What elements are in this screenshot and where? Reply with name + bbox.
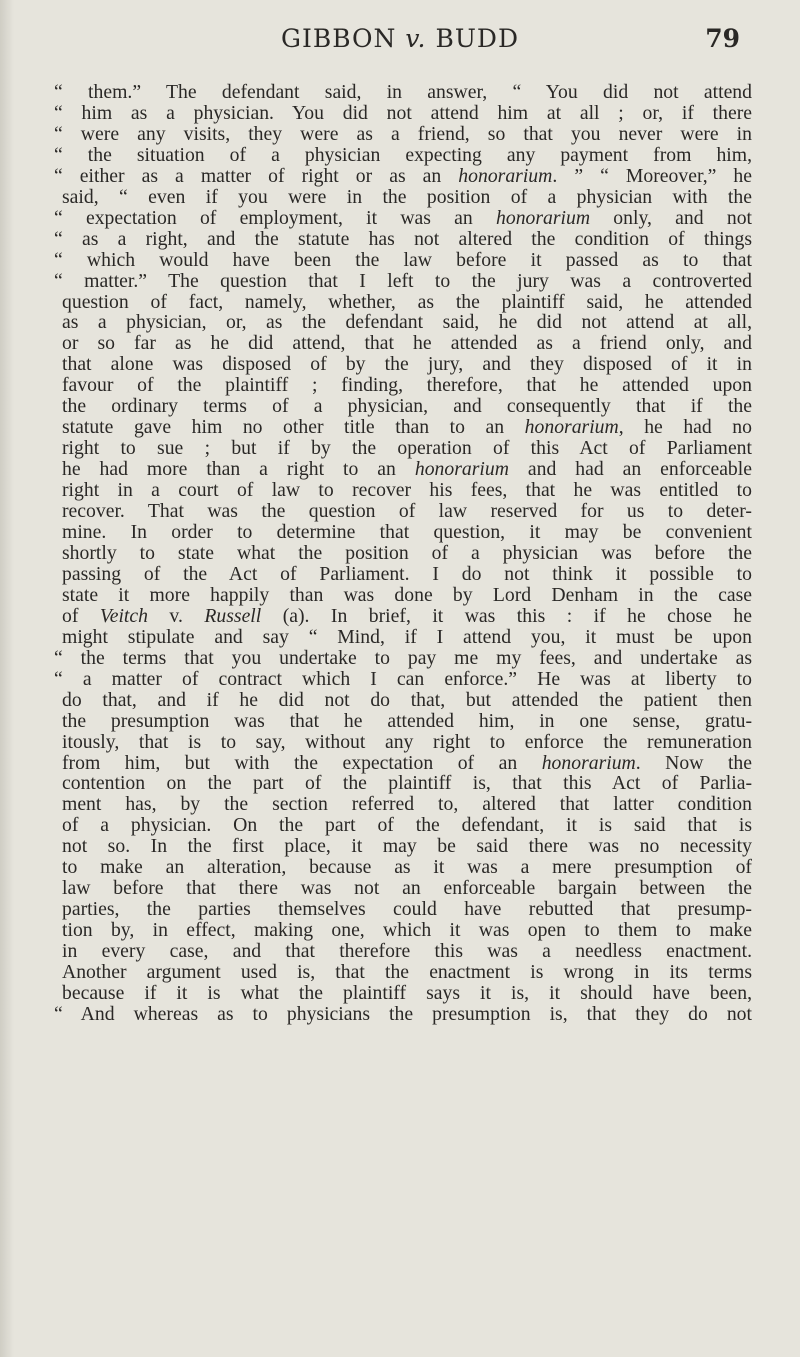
text-line: contention on the part of the plaintiff is, that this Act of Parlia- bbox=[62, 772, 752, 795]
text-line: parties, the parties themselves could have rebutted that presump- bbox=[62, 898, 752, 921]
text-line: law before that there was not an enforceable bargain between the bbox=[62, 877, 752, 900]
text-line: “ as a right, and the statute has not altered the condition of things bbox=[54, 227, 752, 250]
text-line: “ were any visits, they were as a friend, so that you never were in bbox=[54, 122, 752, 145]
text-line: to make an alteration, because as it was a mere presumption of bbox=[62, 856, 752, 879]
text-line: right to sue ; but if by the operation of this Act of Parliament bbox=[62, 437, 752, 460]
text-line: “ which would have been the law before it passed as to that bbox=[54, 248, 752, 271]
text-line: “ matter.” The question that I left to the jury was a controverted bbox=[54, 269, 752, 292]
text-line: the ordinary terms of a physician, and consequently that if the bbox=[62, 395, 752, 418]
text-line: question of fact, namely, whether, as the plaintiff said, he attended bbox=[62, 290, 752, 313]
text-line: “ them.” The defendant said, in answer, “ You did not attend bbox=[54, 81, 752, 103]
text-line: do that, and if he did not do that, but attended the patient then bbox=[62, 688, 752, 711]
text-line: that alone was disposed of by the jury, and they disposed of it in bbox=[62, 353, 752, 376]
text-line: state it more happily than was done by Lord Denham in the case bbox=[62, 583, 752, 606]
text-line: of a physician. On the part of the defendant, it is said that is bbox=[62, 814, 752, 837]
page-header bbox=[60, 24, 740, 68]
body-text bbox=[54, 81, 753, 1025]
text-line: said, “ even if you were in the position of a physician with the bbox=[62, 185, 752, 208]
text-line: he had more than a right to an honorarium and had an enforceable bbox=[62, 458, 752, 481]
text-line: statute gave him no other title than to an honorarium, he had no bbox=[62, 416, 752, 439]
text-line: right in a court of law to recover his fees, that he was entitled to bbox=[62, 479, 752, 502]
text-line: Another argument used is, that the enactment is wrong in its terms bbox=[62, 961, 752, 984]
page-edge-shadow bbox=[0, 0, 14, 1357]
running-head-right: BUDD bbox=[435, 24, 519, 53]
text-line: “ the situation of a physician expecting any payment from him, bbox=[54, 143, 752, 166]
text-line: shortly to state what the position of a physician was before the bbox=[62, 541, 752, 564]
text-line: recover. That was the question of law reserved for us to deter- bbox=[62, 500, 752, 523]
text-line: because if it is what the plaintiff says it is, it should have been, bbox=[62, 981, 752, 1004]
text-line: not so. In the first place, it may be said there was no necessity bbox=[62, 835, 752, 858]
text-line: “ him as a physician. You did not attend him at all ; or, if there bbox=[54, 101, 752, 124]
text-line: from him, but with the expectation of an honorarium. Now the bbox=[62, 751, 752, 774]
running-head-left: GIBBON bbox=[281, 24, 397, 53]
running-head-versus: v. bbox=[405, 24, 427, 53]
page-number: 79 bbox=[705, 24, 740, 53]
text-line: “ either as a matter of right or as an honorarium. ” “ Moreover,” he bbox=[54, 164, 752, 187]
text-line: or so far as he did attend, that he attended as a friend only, and bbox=[62, 332, 752, 355]
text-line: of Veitch v. Russell (a). In brief, it was this : if he chose he bbox=[62, 604, 752, 627]
running-head bbox=[60, 24, 740, 53]
text-line: tion by, in effect, making one, which it was open to them to make bbox=[62, 919, 752, 942]
text-line: “ And whereas as to physicians the presumption is, that they do not bbox=[54, 1002, 752, 1025]
text-line: itously, that is to say, without any right to enforce the remuneration bbox=[62, 730, 752, 753]
text-line: as a physician, or, as the defendant said, he did not attend at all, bbox=[62, 311, 752, 334]
text-line: the presumption was that he attended him, in one sense, gratu- bbox=[62, 709, 752, 732]
text-line: “ a matter of contract which I can enforce.” He was at liberty to bbox=[54, 667, 752, 690]
text-line: ment has, by the section referred to, altered that latter condition bbox=[62, 793, 752, 816]
text-line: mine. In order to determine that question, it may be convenient bbox=[62, 521, 752, 544]
text-line: “ the terms that you undertake to pay me my fees, and undertake as bbox=[54, 646, 752, 669]
text-line: might stipulate and say “ Mind, if I attend you, it must be upon bbox=[62, 625, 752, 648]
text-line: “ expectation of employment, it was an honorarium only, and not bbox=[54, 206, 753, 229]
text-line: passing of the Act of Parliament. I do not think it possible to bbox=[62, 562, 752, 585]
text-line: favour of the plaintiff ; finding, therefore, that he attended upon bbox=[62, 374, 752, 397]
text-line: in every case, and that therefore this was a needless enactment. bbox=[62, 940, 752, 963]
